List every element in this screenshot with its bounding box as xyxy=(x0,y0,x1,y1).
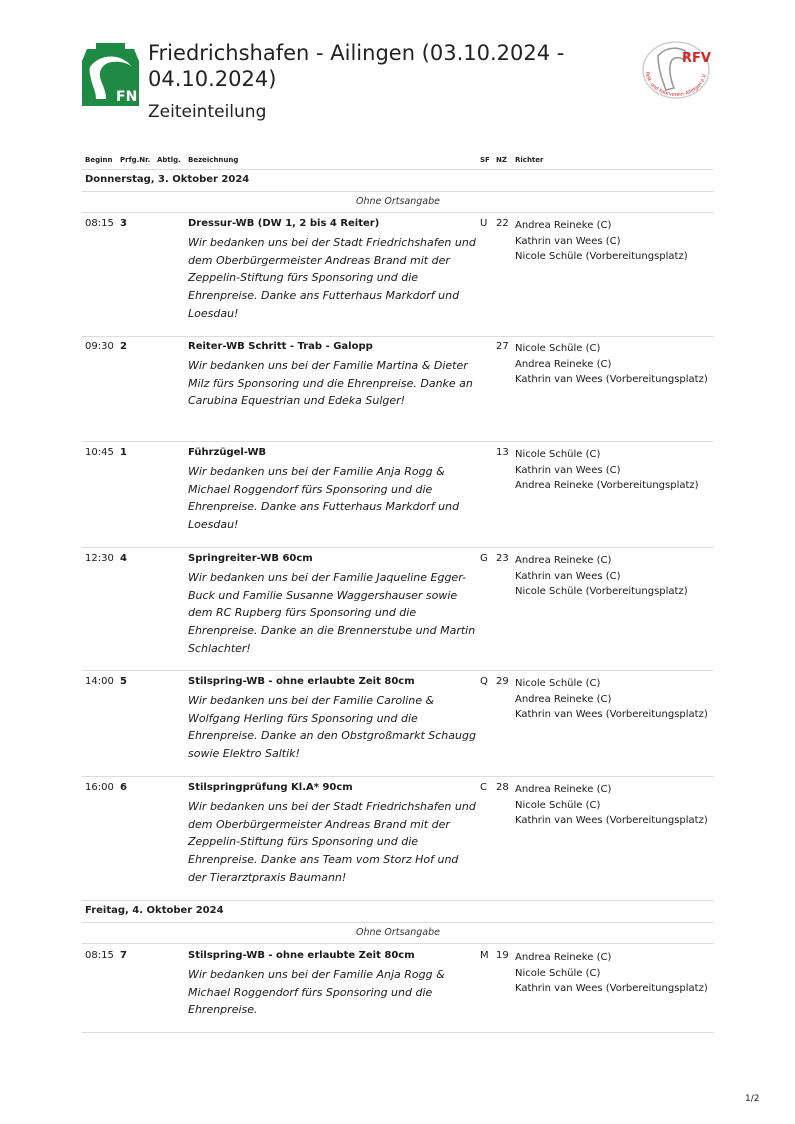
competition-name: Stilspring-WB - ohne erlaubte Zeit 80cm xyxy=(188,950,415,961)
competition-number: 2 xyxy=(120,341,127,352)
judge: Kathrin van Wees (Vorbereitungsplatz) xyxy=(515,983,708,994)
competition-sf: M xyxy=(480,950,489,961)
judges-list xyxy=(515,341,708,388)
judge: Andrea Reineke (C) xyxy=(515,952,612,963)
judge: Kathrin van Wees (Vorbereitungsplatz) xyxy=(515,709,708,720)
judge: Andrea Reineke (C) xyxy=(515,693,612,705)
judge: Kathrin van Wees (Vorbereitungsplatz) xyxy=(515,815,708,826)
judge: Andrea Reineke (C) xyxy=(515,220,612,231)
rfv-logo-arc-text xyxy=(644,72,708,98)
judges-list xyxy=(515,950,708,997)
competition-description: Wir bedanken uns bei der Stadt Friedrichshafen und dem Oberbürgermeister Andreas Brand mit der Zeppelin-Stiftung fürs Sponsoring und die Ehrenpreise. Danke ans Team vom Storz Hof und der Tierarztpraxis Baumann! xyxy=(188,800,476,884)
judge: Andrea Reineke (C) xyxy=(515,555,612,566)
competition-number: 3 xyxy=(120,218,127,229)
competition-number: 6 xyxy=(120,782,127,793)
competition-name: Stilspring-WB - ohne erlaubte Zeit 80cm xyxy=(188,676,415,687)
competition-time: 10:45 xyxy=(85,447,114,458)
judges-list xyxy=(515,447,699,494)
judges-list xyxy=(515,218,688,265)
judges-list xyxy=(515,782,708,829)
competition-time: 12:30 xyxy=(85,553,114,564)
competition-nz: 23 xyxy=(496,553,509,564)
competition-nz: 19 xyxy=(496,950,509,961)
col-prfgnr: Prfg.Nr. xyxy=(120,156,151,164)
competition-nz: 28 xyxy=(496,782,509,793)
page-title: Friedrichshafen - Ailingen (03.10.2024 - 04.10.2024) xyxy=(148,41,565,91)
location-label: Ohne Ortsangabe xyxy=(355,196,440,207)
day-heading: Freitag, 4. Oktober 2024 xyxy=(85,905,224,916)
competition-name: Stilspringprüfung Kl.A* 90cm xyxy=(188,782,353,793)
competition-number: 5 xyxy=(120,676,127,687)
competition-number: 1 xyxy=(120,447,127,458)
col-sf: SF xyxy=(480,156,490,164)
competition-time: 14:00 xyxy=(85,676,114,687)
competition-sf: C xyxy=(480,782,487,793)
competition-description: Wir bedanken uns bei der Familie Martina & Dieter Milz fürs Sponsoring und die Ehrenpreise. Danke an Carubina Equestrian und Edeka Sulger! xyxy=(188,359,473,408)
judge: Nicole Schüle (C) xyxy=(515,343,601,354)
competition-description: Wir bedanken uns bei der Familie Jaqueline Egger-Buck und Familie Susanne Waggershauser sowie dem RC Rupberg fürs Sponsoring und die Ehrenpreise. Danke an die Brennerstube und Martin Schlachter! xyxy=(188,571,476,655)
competition-sf: G xyxy=(480,553,488,564)
divider xyxy=(82,441,714,442)
competition-name: Dressur-WB (DW 1, 2 bis 4 Reiter) xyxy=(188,218,380,229)
competition-name: Springreiter-WB 60cm xyxy=(188,553,313,564)
judge: Nicole Schüle (Vorbereitungsplatz) xyxy=(515,251,688,262)
divider xyxy=(82,212,714,213)
col-beginn: Beginn xyxy=(85,156,113,164)
divider xyxy=(82,943,714,944)
competition-description: Wir bedanken uns bei der Stadt Friedrichshafen und dem Oberbürgermeister Andreas Brand mit der Zeppelin-Stiftung fürs Sponsoring und die Ehrenpreise. Danke ans Futterhaus Markdorf und Loesdau! xyxy=(188,236,476,320)
rfv-logo-text: RFV xyxy=(682,51,711,66)
fn-logo xyxy=(82,43,139,106)
divider xyxy=(82,922,714,923)
judge: Nicole Schüle (C) xyxy=(515,799,601,811)
divider xyxy=(82,336,714,337)
rfv-logo-arc-path: Reit- und Fahrverein Ailingen e.V. xyxy=(643,71,708,99)
judge: Nicole Schüle (C) xyxy=(515,967,601,979)
competition-time: 08:15 xyxy=(85,950,114,961)
judge: Andrea Reineke (Vorbereitungsplatz) xyxy=(515,480,699,491)
competition-time: 08:15 xyxy=(85,218,114,229)
competition-time: 09:30 xyxy=(85,341,114,352)
col-richter: Richter xyxy=(515,156,544,164)
competition-time: 16:00 xyxy=(85,782,114,793)
divider xyxy=(82,900,714,901)
competition-description: Wir bedanken uns bei der Familie Anja Rogg & Michael Roggendorf fürs Sponsoring und die Ehrenpreise. Danke ans Futterhaus Markdorf und Loesdau! xyxy=(188,465,460,532)
rfv-logo xyxy=(636,38,716,100)
competition-name: Reiter-WB Schritt - Trab - Galopp xyxy=(188,341,373,352)
divider xyxy=(82,191,714,192)
col-bezeichnung: Bezeichnung xyxy=(188,156,239,164)
col-abtlg: Abtlg. xyxy=(157,156,181,164)
day-heading: Donnerstag, 3. Oktober 2024 xyxy=(85,174,250,185)
competition-nz: 29 xyxy=(496,676,509,687)
judge: Kathrin van Wees (C) xyxy=(515,235,621,247)
location-label: Ohne Ortsangabe xyxy=(355,927,440,938)
col-nz: NZ xyxy=(496,156,507,164)
judge: Nicole Schüle (Vorbereitungsplatz) xyxy=(515,586,688,597)
judges-list xyxy=(515,553,688,600)
header-divider xyxy=(82,169,714,170)
competition-sf: Q xyxy=(480,676,488,687)
judges-list xyxy=(515,676,708,723)
judge: Kathrin van Wees (Vorbereitungsplatz) xyxy=(515,374,708,385)
competition-nz: 27 xyxy=(496,341,509,352)
competition-nz: 22 xyxy=(496,218,509,229)
judge: Kathrin van Wees (C) xyxy=(515,464,621,476)
divider xyxy=(82,670,714,671)
divider xyxy=(82,776,714,777)
fn-logo-text: FN xyxy=(116,89,138,105)
competition-sf: U xyxy=(480,218,488,229)
judge: Andrea Reineke (C) xyxy=(515,358,612,370)
judge: Nicole Schüle (C) xyxy=(515,449,601,460)
competition-number: 4 xyxy=(120,553,127,564)
competition-description: Wir bedanken uns bei der Familie Anja Rogg & Michael Roggendorf fürs Sponsoring und die Ehrenpreise. xyxy=(188,968,445,1017)
divider xyxy=(82,1032,714,1033)
judge: Nicole Schüle (C) xyxy=(515,678,601,689)
competition-number: 7 xyxy=(120,950,127,961)
judge: Kathrin van Wees (C) xyxy=(515,570,621,582)
judge: Andrea Reineke (C) xyxy=(515,784,612,795)
competition-nz: 13 xyxy=(496,447,509,458)
page-subtitle: Zeiteinteilung xyxy=(148,102,267,122)
page-number: 1/2 xyxy=(745,1094,760,1104)
competition-description: Wir bedanken uns bei der Familie Caroline & Wolfgang Herling fürs Sponsoring und die Ehrenpreise. Danke an den Obstgroßmarkt Schaugg sowie Elektro Saltik! xyxy=(188,694,476,761)
competition-name: Führzügel-WB xyxy=(188,447,267,458)
divider xyxy=(82,547,714,548)
